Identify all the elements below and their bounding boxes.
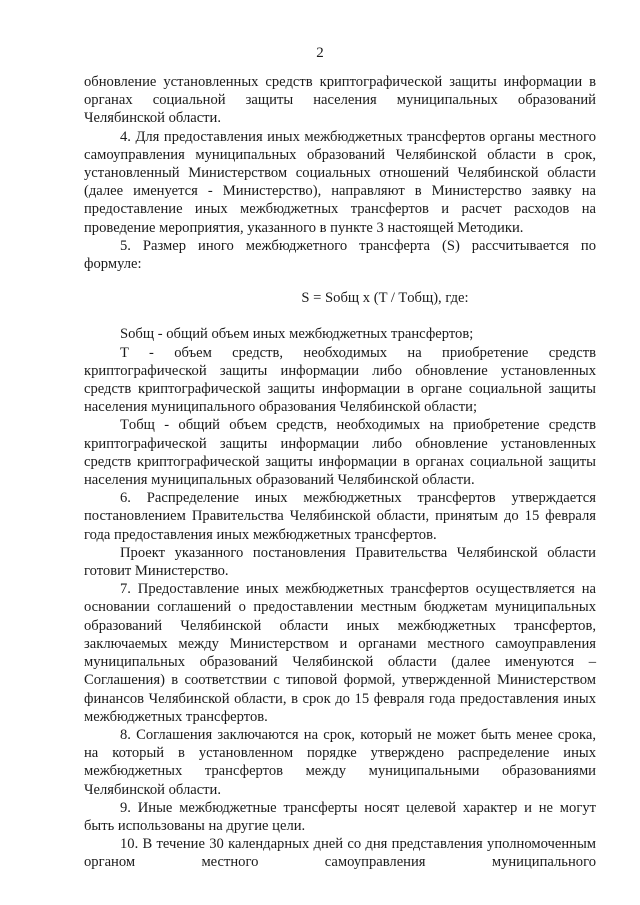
paragraph-6: 6. Распределение иных межбюджетных трансфертов утверждается постановлением Правительства Челябинской области, принятым до 15 февраля года предоставления иных межбюджетных трансфертов. — [84, 490, 596, 543]
paragraph-7: 7. Предоставление иных межбюджетных трансфертов осуществляется на основании соглашений о предоставлении местным бюджетам муниципальных образований Челябинской области иных межбюджетных трансфертов, заключаемых между Министерством и органами местного самоуправления муниципальных образований Челябинской области (далее именуются – Соглашения) в соответствии с типовой формой, утвержденной Министерством финансов Челябинской области, в срок до 15 февраля года предоставления иных межбюджетных трансфертов. — [84, 581, 596, 725]
paragraph-10: 10. В течение 30 календарных дней со дня представления уполномоченным органом местного самоуправления муниципального — [84, 836, 596, 871]
paragraph-4: 4. Для предоставления иных межбюджетных трансфертов органы местного самоуправления муниципальных образований Челябинской области в срок, установленный Министерством социальных отношений Челябинской области (далее именуется - Министерство), направляют в Министерство заявку на предоставление иных межбюджетных трансфертов и расчет расходов на проведение мероприятия, указанного в пункте 3 настоящей Методики. — [84, 128, 596, 236]
formula: S = Sобщ x (T / Tобщ), где: — [301, 290, 469, 307]
definition-tobsh: Tобщ - общий объем средств, необходимых на приобретение средств криптографической защиты информации либо обновление установленных средств криптографической защиты информации в органах социальной защиты населения муниципальных образований Челябинской области. — [84, 417, 596, 489]
definition-t: T - объем средств, необходимых на приобретение средств криптографической защиты информации либо обновление установленных средств криптографической защиты информации в органе социальной защиты населения муниципального образования Челябинской области; — [84, 344, 596, 416]
definition-sobsh: Sобщ - общий объем иных межбюджетных трансфертов; — [120, 326, 474, 343]
paragraph-5: 5. Размер иного межбюджетного трансферта (S) рассчитывается по формуле: — [84, 237, 596, 273]
page-number: 2 — [316, 45, 324, 61]
paragraph-8: 8. Соглашения заключаются на срок, который не может быть менее срока, на который в установленном порядке утверждено распределение иных межбюджетных трансфертов между муниципальными образованиями Челябинской области. — [84, 726, 596, 798]
paragraph-9: 9. Иные межбюджетные трансферты носят целевой характер и не могут быть использованы на другие цели. — [84, 799, 596, 834]
paragraph-continuation: обновление установленных средств криптографической защиты информации в органах социальной защиты населения муниципальных образований Челябинской области. — [84, 74, 596, 127]
document-body — [84, 73, 596, 872]
paragraph-6-project: Проект указанного постановления Правительства Челябинской области готовит Министерство. — [84, 544, 596, 580]
